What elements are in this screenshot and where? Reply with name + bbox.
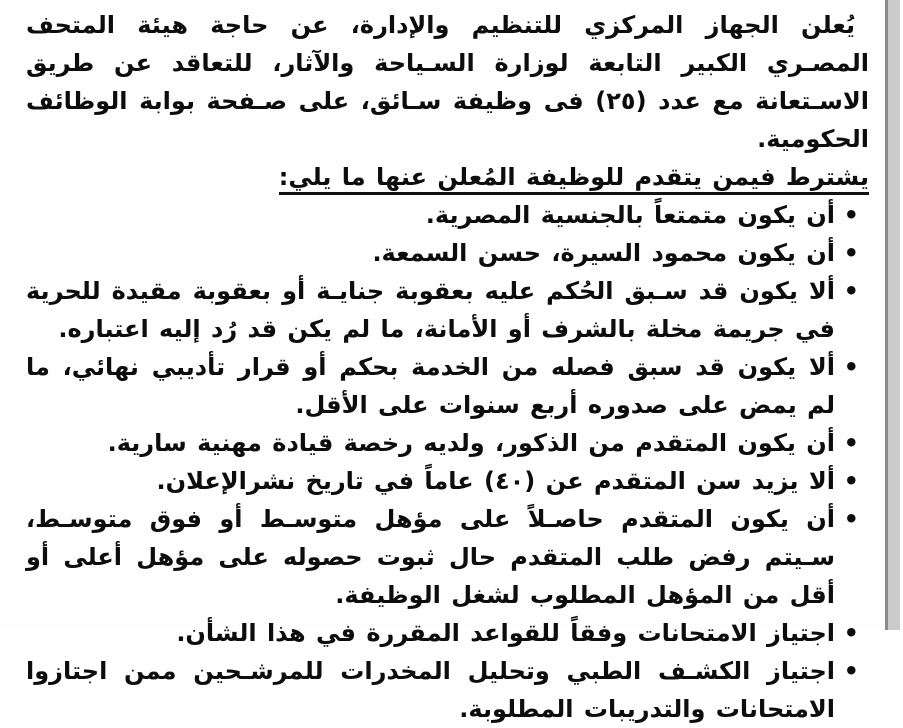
requirement-item: • ألا يكون قد سـبق الحُكم عليه بعقوبة جنايـة أو بعقوبة مقيدة للحرية في جريمة مخلة بالشرف أو الأمانة، ما لم يكن قد رُد إليه اعتباره. bbox=[26, 272, 861, 348]
requirement-item: • أن يكون محمود السيرة، حسن السمعة. bbox=[26, 234, 861, 272]
requirement-item: • اجتياز الامتحانات وفقاً للقواعد المقررة في هذا الشأن. bbox=[26, 614, 861, 652]
requirements-heading-text: يشترط فيمن يتقدم للوظيفة المُعلن عنها ما يلي: bbox=[279, 163, 869, 195]
requirement-item: • أن يكون متمتعاً بالجنسية المصرية. bbox=[26, 196, 861, 234]
requirements-list bbox=[26, 196, 869, 728]
requirement-item: • أن يكون المتقدم من الذكور، ولديه رخصة قيادة مهنية سارية. bbox=[26, 424, 861, 462]
requirements-heading bbox=[26, 158, 869, 196]
requirement-item: • اجتياز الكشـف الطبي وتحليل المخدرات للمرشـحين ممن اجتازوا الامتحانات والتدريبات المطلوبة. bbox=[26, 652, 861, 728]
intro-paragraph: يُعلن الجهاز المركزي للتنظيم والإدارة، عن حاجة هيئة المتحف المصـري الكبير التابعة لوزارة السـياحة والآثار، للتعاقد عن طريق الاسـتعانة مع عدد (٢٥) فى وظيفة سـائق، على صـفحة بوابة الوظائف الحكومية. bbox=[26, 11, 869, 153]
requirement-item: • ألا يزيد سن المتقدم عن (٤٠) عاماً في تاريخ نشرالإعلان. bbox=[26, 462, 861, 500]
requirement-item: • ألا يكون قد سبق فصله من الخدمة بحكم أو قرار تأديبي نهائي، ما لم يمض على صدوره أربع سنوات على الأقل. bbox=[26, 348, 861, 424]
page-edge-line bbox=[885, 0, 900, 630]
requirement-item: • أن يكون المتقدم حاصـلاً على مؤهل متوسـط أو فوق متوسـط، سـيتم رفض طلب المتقدم حال ثبوت حصوله على مؤهل أعلى أو أقل من المؤهل المطلوب لشغل الوظيفة. bbox=[26, 500, 861, 614]
